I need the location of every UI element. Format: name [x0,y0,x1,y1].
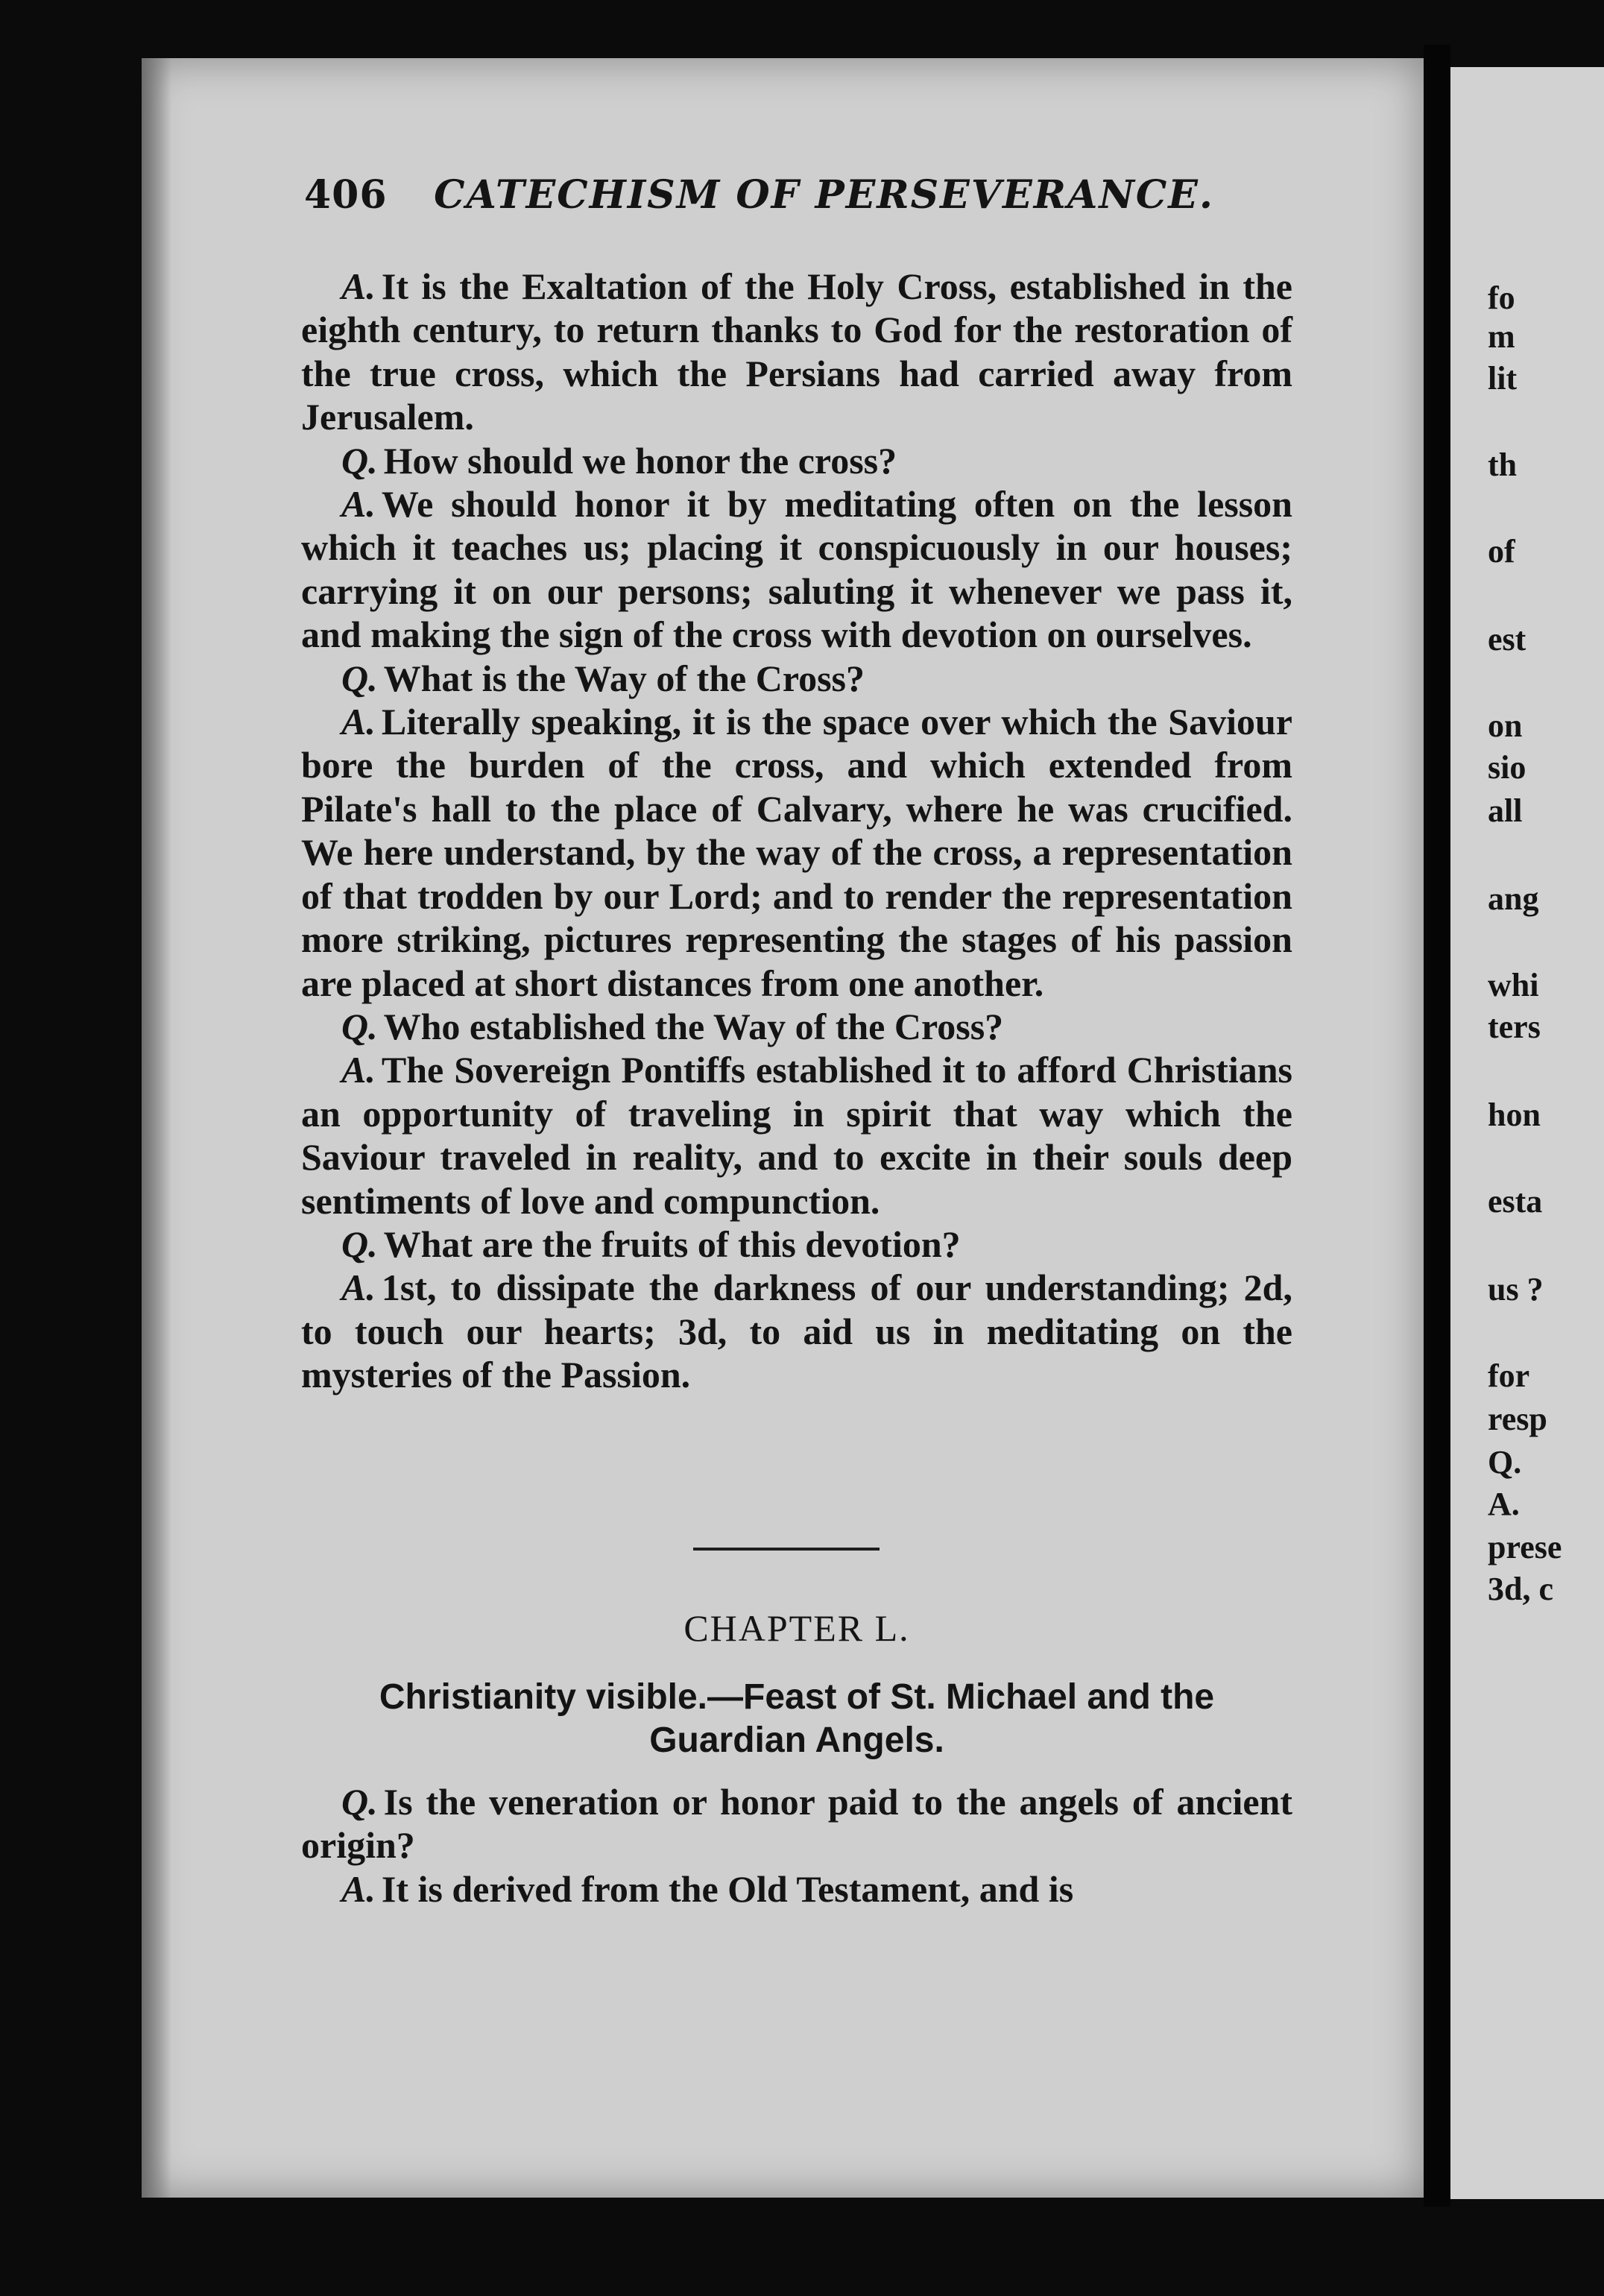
paragraph-text: What are the fruits of this devotion? [383,1223,961,1265]
answer-paragraph [301,482,1292,657]
answer-label: A. [341,483,376,526]
facing-fragment: prese [1488,1529,1562,1565]
answer-label: A. [341,701,376,743]
answer-label: A. [341,1867,376,1910]
paragraph-text: It is derived from the Old Testament, and is [381,1867,1074,1910]
chapter-subtitle-line: Christianity visible.—Feast of St. Michael and the [379,1677,1215,1717]
facing-fragment: 3d, c [1488,1571,1553,1607]
section-divider [693,1548,880,1551]
paragraph-text: The Sovereign Pontiffs established it to afford Christians an opportunity of traveling in spirit that way which the Saviour traveled in reality, and to excite in their souls deep sentiments of love and compunction. [301,1049,1292,1222]
question-label: Q. [341,1781,378,1823]
question-paragraph [301,1005,1292,1048]
facing-fragment: Q. [1488,1444,1522,1480]
paragraph-text: We should honor it by meditating often on the lesson which it teaches us; placing it conspicuously in our houses; carrying it on our persons; saluting it whenever we pass it, and making the sign of the cross with devotion on ourselves. [301,483,1292,656]
question-paragraph [301,439,1292,482]
facing-fragment: all [1488,792,1523,829]
paragraph-text: How should we honor the cross? [383,439,897,482]
question-label: Q. [341,1005,378,1047]
facing-fragment: esta [1488,1183,1543,1220]
facing-fragment: hon [1488,1097,1541,1133]
paragraph-text: It is the Exaltation of the Holy Cross, established in the eighth century, to return thanks to God for the restoration of the true cross, which the Persians had carried away from Jerusalem. [301,265,1292,438]
facing-fragment: fo [1488,280,1515,316]
answer-label: A. [341,265,376,307]
facing-fragment: sio [1488,749,1526,786]
answer-paragraph [301,1867,1292,1911]
facing-fragment: of [1488,533,1515,570]
answer-label: A. [341,1267,376,1309]
running-header [304,173,1363,218]
paragraph-text: Who established the Way of the Cross? [383,1005,1004,1047]
chapter-title: CHAPTER L. [683,1607,910,1649]
facing-fragment: th [1488,447,1518,483]
paragraph-text: What is the Way of the Cross? [383,657,865,699]
paragraph-text: Is the veneration or honor paid to the angels of ancient origin? [301,1781,1292,1867]
facing-fragment: ang [1488,880,1539,917]
facing-fragment: us ? [1488,1271,1544,1308]
chapter-subtitle-line: Guardian Angels. [649,1721,944,1760]
chapter-subtitle [294,1676,1300,1762]
facing-fragment: A. [1488,1486,1520,1522]
answer-paragraph [301,700,1292,1005]
facing-fragment: lit [1488,360,1518,397]
running-title: CATECHISM OF PERSEVERANCE. [434,172,1215,218]
answer-paragraph [301,1266,1292,1396]
answer-label: A. [341,1049,376,1091]
catechism-body [301,265,1292,1397]
paragraph-text: Literally speaking, it is the space over which the Saviour bore the burden of the cross, and which extended from Pilate's hall to the place of Calvary, where he was crucified. We here understand, by the way of the cross, a representation of that trodden by our Lord; and to render the representation more striking, pictures representing the stages of his passion are placed at short distances from one another. [301,701,1292,1004]
page-number: 406 [304,172,388,218]
facing-fragment: whi [1488,967,1539,1003]
facing-fragment: for [1488,1357,1530,1394]
facing-fragment: m [1488,318,1515,355]
book-gutter [1424,45,1450,2207]
question-paragraph [301,1223,1292,1266]
question-label: Q. [341,657,378,699]
facing-fragment: resp [1488,1401,1547,1437]
facing-fragment: ters [1488,1009,1541,1045]
paragraph-text: 1st, to dissipate the darkness of our understanding; 2d, to touch our hearts; 3d, to aid us in meditating on the mysteries of the Passion. [301,1267,1292,1396]
book-page-right-edge [1450,67,1604,2199]
question-paragraph [301,1780,1292,1867]
facing-fragment: est [1488,621,1526,657]
answer-paragraph [301,265,1292,439]
question-label: Q. [341,439,378,482]
question-label: Q. [341,1223,378,1265]
question-paragraph [301,657,1292,700]
facing-fragment: on [1488,707,1523,744]
chapter-body [301,1780,1292,1911]
answer-paragraph [301,1048,1292,1223]
